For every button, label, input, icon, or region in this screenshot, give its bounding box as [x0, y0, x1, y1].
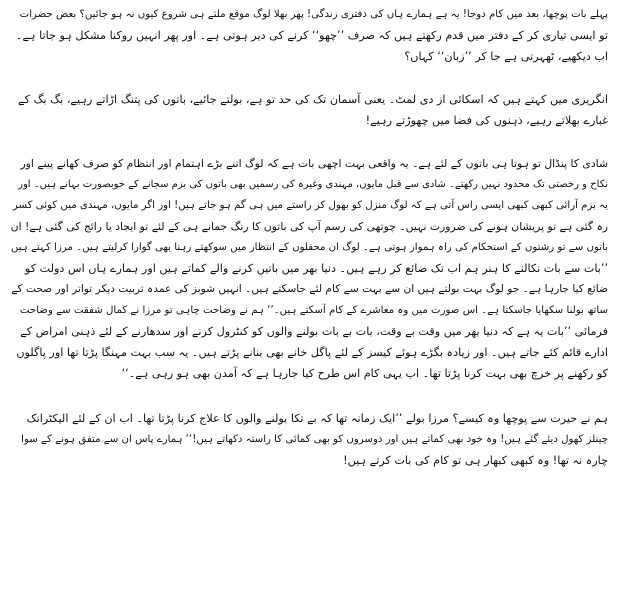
text-line: فرمائی ’’بات یہ ہے کہ دنیا بھر میں وقت بے وقت، بات بے بات بولنے والوں کو کنٹرول کرنے اور سدھارنے کے لئے ذہنی امراض کے — [20, 325, 608, 338]
text-line: ساتھ بولنا سکھایا جاسکتا ہے۔ اس صورت میں وہ معاشرے کے کام آسکتے ہیں۔‘‘ ہم نے وضاحت چاہی تو مرزا نے کمال شفقت سے وضاحت — [19, 305, 608, 316]
text-line: کو رکھنے پر خرچ بھی بہت کرنا پڑتا تھا۔ اب یہی کام اس طرح کیا جارہا ہے کہ آمدن بھی ہو رہی ہے۔‘‘ — [121, 367, 608, 380]
paragraph-4 — [10, 408, 608, 471]
text-line: پہلے بات پوچھا، بعد میں کام دوجا! یہ ہے ہمارے ہاں کی دفتری زندگی! پھر بھلا لوگ موقع ملتے ہی شروع کیوں نہ ہو جائیں؟ بعض حضرات — [19, 9, 608, 20]
text-line: چینلز کھول دیئے گئے ہیں! وہ خود بھی کماتے ہیں اور دوسروں کو بھی کمائی کا راستہ دکھاتے ہیں!‘‘ ہمارے پاس ان سے متفق ہونے کے سوا — [21, 434, 608, 445]
paragraph-3 — [10, 153, 608, 384]
paragraph-spacer — [10, 131, 608, 153]
text-line: ’’بات سے بات نکالنے کا ہنر ہم اب تک ضائع کر رہے ہیں۔ دنیا بھر میں باتیں کرنے والے کماتے ہیں اور ہمارے ہاں اس دولت کو — [24, 262, 608, 275]
text-line: چارہ نہ تھا! وہ کبھی کبھار ہی تو کام کی بات کرتے ہیں! — [343, 454, 608, 467]
text-line: رہ گئی ہے تو پریشان ہونے کی ضرورت نہیں۔ چوتھی کی رسم آپ کی باتوں کا رنگ جمانے ہی کے لئے تو ایجاد یا رائج کی گئی ہے! ان — [10, 220, 608, 233]
paragraph-2 — [10, 89, 608, 131]
text-line: انگریزی میں کہتے ہیں کہ اسکائی از دی لمٹ۔ یعنی آسمان تک کی حد تو ہے، بولتے جائیے، باتوں کی پتنگ اڑاتے رہیے، بگ بگ کے — [18, 93, 608, 106]
text-line: یہ بزم آرائی کبھی کبھی ایسی راس آتی ہے کہ لوگ منزل کو بھول کر راستے میں ہی گم ہو جاتے ہیں! اور اگر مایوں، مہندی میں کوئی کسر — [12, 200, 608, 211]
text-line: غبارے بھلاتے رہیے، ذہنوں کی فضا میں چھوڑتے رہیے! — [365, 114, 608, 127]
paragraph-spacer — [10, 67, 608, 89]
text-line: ضائع کیا جارہا ہے۔ جو لوگ بہت بولتے ہیں ان سے بہت سے کام لئے جاسکتے ہیں۔ انہیں شوبز کی عمدہ تربیت دیکر تواتر اور صحت کے — [11, 283, 608, 295]
paragraph-spacer — [10, 384, 608, 408]
text-line: باتوں سے تو رشتوں کے استحکام کی راہ ہموار ہوتی ہے۔ لوگ ان محفلوں کے انتظار میں سوکھتے رہنا بھی گوارا کرلیتے ہیں۔ مرزا کہتے ہیں — [10, 242, 608, 253]
paragraph-1 — [10, 4, 608, 67]
text-line: ہم نے حیرت سے پوچھا وہ کیسے؟ مرزا بولے ’’ایک زمانہ تھا کہ بے تکا بولنے والوں کا علاج کرنا پڑتا تھا۔ اب ان کے لئے الیکٹرانک — [26, 412, 608, 425]
text-line: شادی کا پنڈال تو ہوتا ہی باتوں کے لئے ہے۔ یہ واقعی بہت اچھی بات ہے کہ لوگ اتنے بڑے اہتمام اور انتظام کو صرف کھانے پینے اور — [20, 157, 608, 170]
text-line: تو ایسی تیاری کر کے دفتر میں قدم رکھتے ہیں کہ صرف ’’چھو‘‘ کرنے کی دیر ہوتی ہے۔ اور پھر انہیں روکنا مشکل ہو جاتا ہے۔ — [15, 29, 608, 42]
text-line: اب دیکھیے، ٹھہرتی ہے جا کر ’’زبان‘‘ کہاں؟ — [404, 50, 608, 63]
text-line: نکاح و رخصتی تک محدود نہیں رکھتے۔ شادی سے قبل مایوں، مہندی وغیرہ کی رسمیں بھی باتوں کی بزم سجانے کے خوبصورت بہانے ہیں۔ اور — [18, 179, 608, 190]
text-line: ادارے قائم کئے جاتے ہیں۔ اور زیادہ بگڑے ہوئے کیسز کے لئے پاگل خانے بھی بنانے پڑتے ہیں۔ یہ سب بہت مہنگا پڑتا تھا اور پاگلوں — [16, 346, 608, 359]
